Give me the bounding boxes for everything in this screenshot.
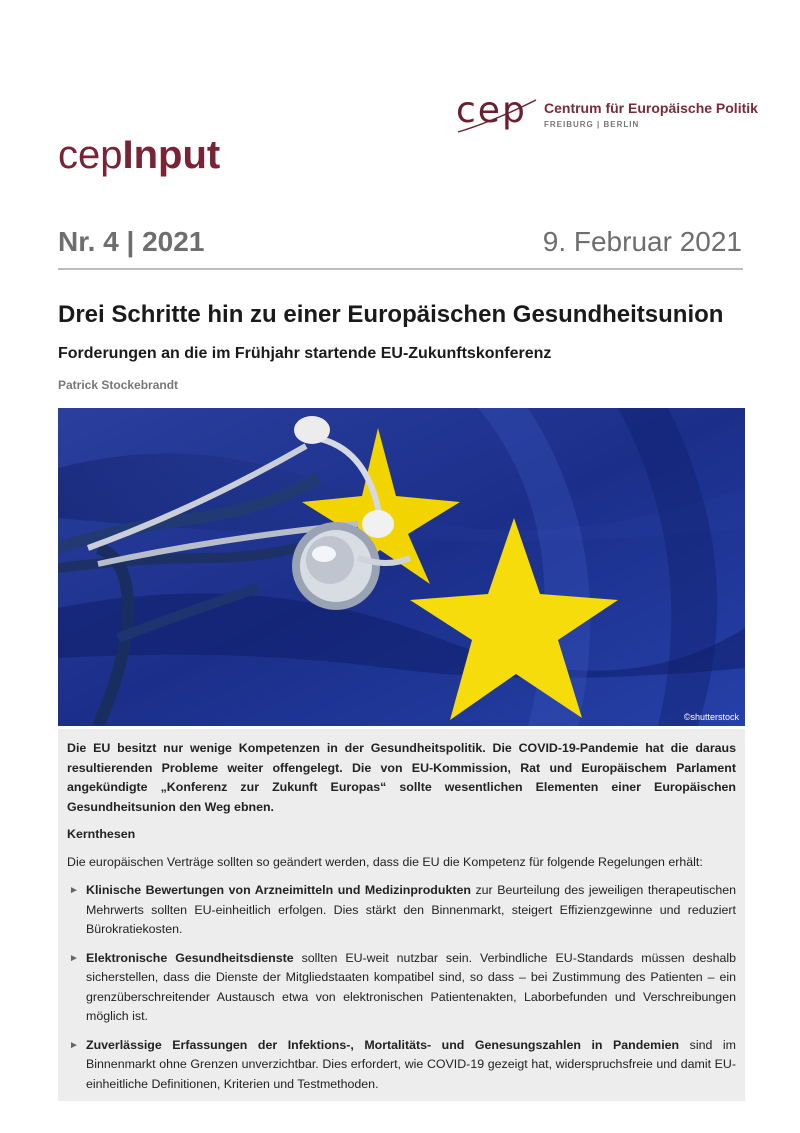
author: Patrick Stockebrandt <box>58 378 179 392</box>
summary-intro: Die EU besitzt nur wenige Kompetenzen in der Gesundheitspolitik. Die COVID-19-Pandemie hat die daraus resultierenden Probleme weiter offengelegt. Die von EU-Kommission, Rat und Europäischem Parlament angekündigte „Konferenz zur Zukunft Europas“ sollte wesentlichen Elementen einer Europäischen Gesundheitsunion den Weg ebnen. <box>67 741 736 814</box>
header-divider <box>58 268 743 270</box>
bullet-text: sind im Binnenmarkt ohne Grenzen unverzichtbar. Dies erfordert, wie COVID-19 gezeigt hat, widerspruchsfreie und damit EU-einheitliche Definitionen, Kriterien und Testmethoden. <box>86 1037 736 1091</box>
bullet-triangle-icon: ► <box>69 1039 79 1051</box>
key-theses-lead: Die europäischen Verträge sollten so geändert werden, dass die EU die Kompetenz für folgende Regelungen erhält: <box>67 854 703 869</box>
logo-locations: FREIBURG | BERLIN <box>544 120 640 129</box>
issue-date: 9. Februar 2021 <box>542 226 742 257</box>
list-item <box>67 881 736 940</box>
bullet-bold: Elektronische Gesundheitsdienste <box>86 950 294 965</box>
key-theses-heading: Kernthesen <box>67 827 136 841</box>
list-item <box>67 1036 736 1095</box>
summary-box <box>58 729 745 1101</box>
list-item <box>67 949 736 1027</box>
bullet-triangle-icon: ► <box>69 952 79 964</box>
bullet-bold: Zuverlässige Erfassungen der Infektions-, Mortalitäts- und Genesungszahlen in Pandemien <box>86 1037 680 1052</box>
logo-organization-name: Centrum für Europäische Politik <box>544 100 758 116</box>
page-title: Drei Schritte hin zu einer Europäischen Gesundheitsunion <box>58 301 724 328</box>
page-subtitle: Forderungen an die im Frühjahr startende EU-Zukunftskonferenz <box>58 345 552 362</box>
logo-mark: cep <box>456 90 527 131</box>
bullet-text: sollten EU-weit nutzbar sein. Verbindliche EU-Standards müssen deshalb sicherstellen, dass die Dienste der Mitgliedstaaten kompatibel sind, so dass – bei Zustimmung des Patienten – ein grenzüberschreitender Austausch etwa von elektronischen Patientenakten, Laborbefunden und Verschreibungen möglich ist. <box>86 950 736 1023</box>
cep-logo <box>456 92 756 138</box>
bullet-bold: Klinische Bewertungen von Arzneimitteln und Medizinprodukten <box>86 883 471 897</box>
series-prefix: cep <box>58 133 123 177</box>
bullet-text: zur Beurteilung des jeweiligen therapeutischen Mehrwerts sollten EU-einheitlich erfolgen. Dies stärkt den Binnenmarkt, steigert Effizienzgewinne und reduziert Bürokratiekosten. <box>86 883 736 936</box>
photo-credit: ©shutterstock <box>683 712 739 722</box>
series-name: Input <box>122 133 221 177</box>
eu-flag-stethoscope-image <box>58 408 745 726</box>
cover-photo <box>58 408 745 726</box>
issue-number: Nr. 4 | 2021 <box>58 226 205 257</box>
series-title <box>58 133 220 178</box>
bullet-triangle-icon: ► <box>69 885 79 896</box>
